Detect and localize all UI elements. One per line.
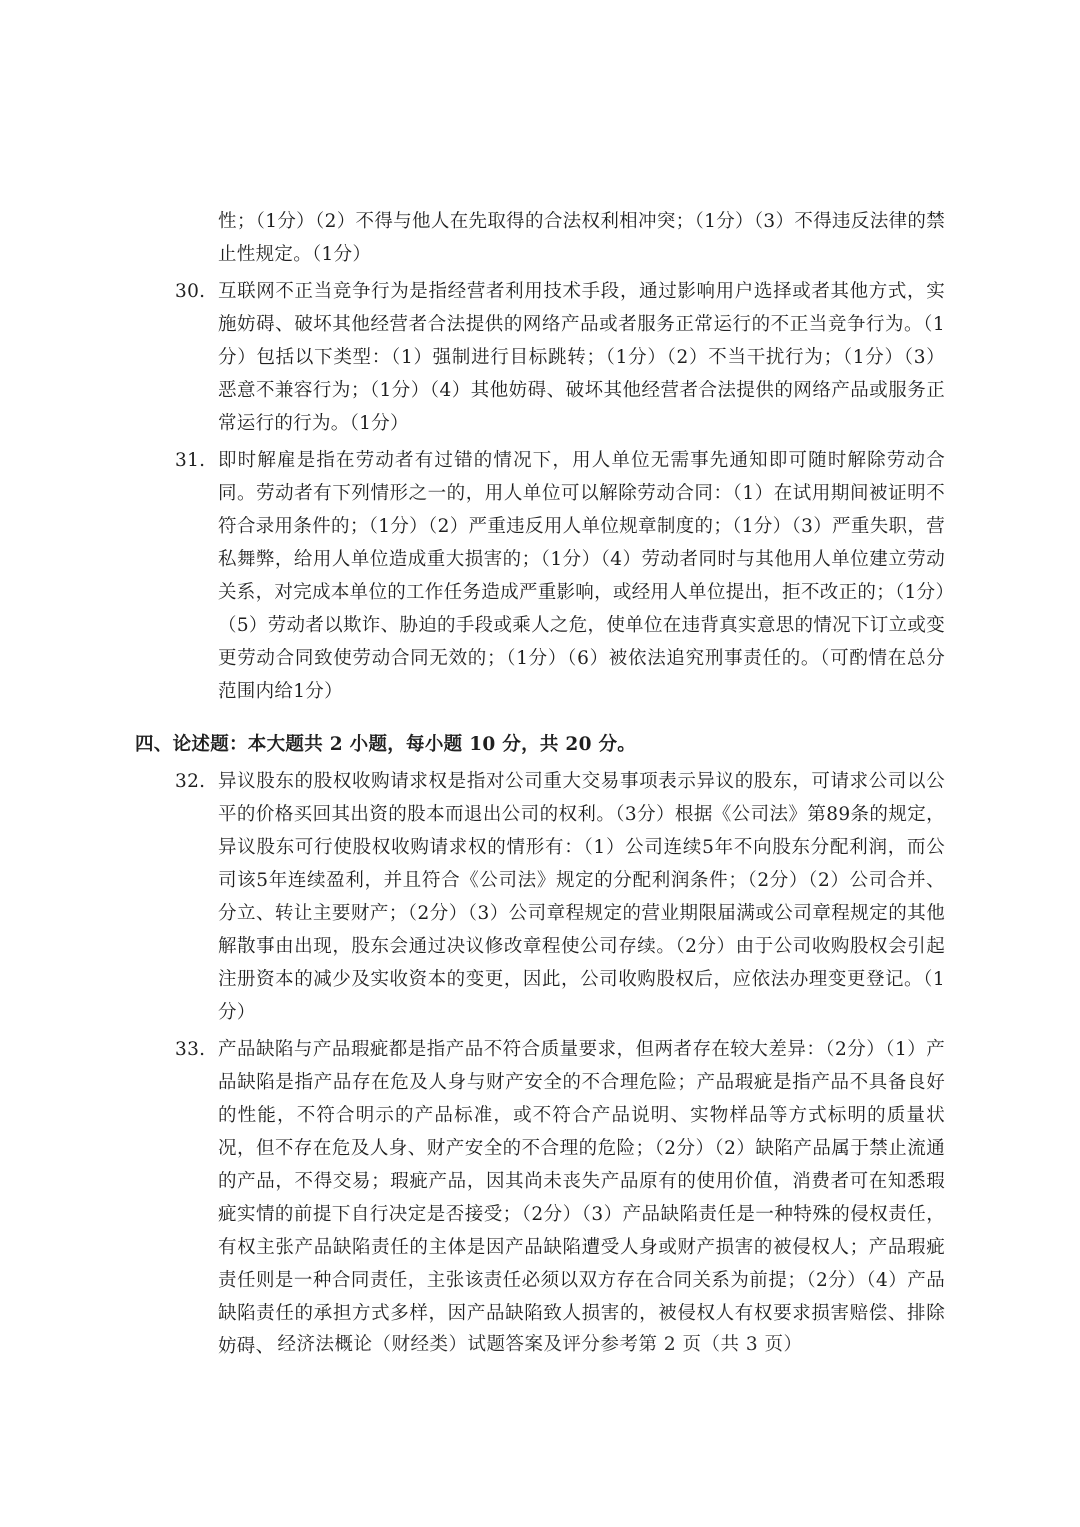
item-text: 异议股东的股权收购请求权是指对公司重大交易事项表示异议的股东，可请求公司以公平的价格买回其出资的股本而退出公司的权利。（3分）根据《公司法》第89条的规定，异议股东可行使股权收购请求权的情形有：（1）公司连续5年不向股东分配利润，而公司该5年连续盈利，并且符合《公司法》规定的分配利润条件；（2分）（2）公司合并、分立、转让主要财产；（2分）（3）公司章程规定的营业期限届满或公司章程规定的其他解散事由出现，股东会通过决议修改章程使公司存续。（2分）由于公司收购股权会引起注册资本的减少及实收资本的变更，因此，公司收购股权后，应依法办理变更登记。（1分） bbox=[218, 771, 945, 1023]
item-number: 32. bbox=[175, 771, 206, 792]
answer-item-32 bbox=[175, 765, 945, 1029]
item-number: 33. bbox=[175, 1039, 206, 1060]
answer-item-31 bbox=[175, 444, 945, 708]
section-heading-essay: 四、论述题：本大题共 2 小题，每小题 10 分，共 20 分。 bbox=[135, 734, 637, 755]
page-footer: 经济法概论（财经类）试题答案及评分参考第 2 页（共 3 页） bbox=[277, 1334, 803, 1355]
answer-content bbox=[135, 205, 945, 1363]
item-number: 31. bbox=[175, 450, 206, 471]
item-text: 产品缺陷与产品瑕疵都是指产品不符合质量要求，但两者存在较大差异：（2分）（1）产品缺陷是指产品存在危及人身与财产安全的不合理危险；产品瑕疵是指产品不具备良好的性能，不符合明示的产品标准，或不符合产品说明、实物样品等方式标明的质量状况，但不存在危及人身、财产安全的不合理的危险；（2分）（2）缺陷产品属于禁止流通的产品，不得交易；瑕疵产品，因其尚未丧失产品原有的使用价值，消费者可在知悉瑕疵实情的前提下自行决定是否接受；（2分）（3）产品缺陷责任是一种特殊的侵权责任，有权主张产品缺陷责任的主体是因产品缺陷遭受人身或财产损害的被侵权人；产品瑕疵责任则是一种合同责任，主张该责任必须以双方存在合同关系为前提；（2分）（4）产品缺陷责任的承担方式多样，因产品缺陷致人损害的，被侵权人有权要求损害赔偿、排除妨碍、 bbox=[218, 1039, 945, 1357]
answer-item-33 bbox=[175, 1033, 945, 1363]
item-29-continuation: 性；（1分）（2）不得与他人在先取得的合法权利相冲突；（1分）（3）不得违反法律的禁止性规定。（1分） bbox=[218, 211, 945, 265]
item-number: 30. bbox=[175, 281, 206, 302]
answer-item-30 bbox=[175, 275, 945, 440]
item-text: 互联网不正当竞争行为是指经营者利用技术手段，通过影响用户选择或者其他方式，实施妨碍、破坏其他经营者合法提供的网络产品或者服务正常运行的不正当竞争行为。（1分）包括以下类型：（1）强制进行目标跳转；（1分）（2）不当干扰行为；（1分）（3）恶意不兼容行为；（1分）（4）其他妨碍、破坏其他经营者合法提供的网络产品或服务正常运行的行为。（1分） bbox=[218, 281, 945, 434]
item-text: 即时解雇是指在劳动者有过错的情况下，用人单位无需事先通知即可随时解除劳动合同。劳动者有下列情形之一的，用人单位可以解除劳动合同：（1）在试用期间被证明不符合录用条件的；（1分）（2）严重违反用人单位规章制度的；（1分）（3）严重失职，营私舞弊，给用人单位造成重大损害的；（1分）（4）劳动者同时与其他用人单位建立劳动关系，对完成本单位的工作任务造成严重影响，或经用人单位提出，拒不改正的；（1分）（5）劳动者以欺诈、胁迫的手段或乘人之危，使单位在违背真实意思的情况下订立或变更劳动合同致使劳动合同无效的；（1分）（6）被依法追究刑事责任的。（可酌情在总分范围内给1分） bbox=[218, 450, 945, 702]
